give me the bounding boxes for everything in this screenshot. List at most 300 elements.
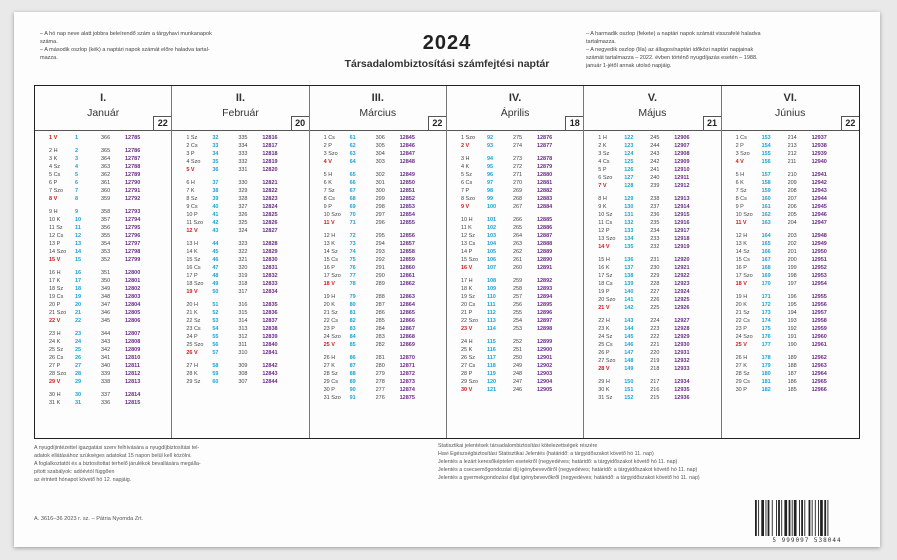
day-number-backward: 345 [101,318,111,324]
day-number-forward: 79 [349,294,356,300]
day-number-backward: 275 [512,135,523,141]
day-label: 31 Szo [323,395,341,401]
day-number-forward: 23 [75,331,82,337]
day-number-forward: 98 [486,188,494,194]
day-label: 11 Cs [598,220,613,226]
day-label: 3 K [49,156,58,162]
footer-right [438,442,858,482]
cumulative-day-number: 12793 [125,209,141,215]
day-row [447,134,583,142]
day-label: 2 K [598,143,607,149]
day-number-backward: 187 [787,371,797,377]
month-header [722,86,859,131]
cumulative-day-number: 12875 [399,395,415,401]
day-label: 12 Sz [460,233,476,239]
day-number-forward: 20 [75,302,82,308]
day-row [35,187,171,195]
day-number-backward: 218 [650,366,660,372]
day-label: 6 K [323,180,332,186]
day-number-forward: 64 [349,159,356,165]
cumulative-day-number: 12964 [811,371,827,377]
barcode-bar [824,500,826,536]
day-label: 23 Cs [186,326,201,332]
cumulative-day-number: 12822 [262,188,278,194]
barcode-bar [812,500,813,536]
cumulative-day-number: 12789 [125,172,141,178]
cumulative-day-number: 12917 [674,228,690,234]
cumulative-day-number: 12960 [811,334,827,340]
day-number-backward: 271 [512,172,523,178]
day-number-backward: 290 [375,273,385,279]
cumulative-day-number: 12863 [399,294,415,300]
day-row [722,134,859,142]
notes-right [586,30,866,70]
month-column [584,86,721,438]
day-label: 27 K [735,363,747,369]
day-label: 25 V [323,342,335,348]
cumulative-day-number: 12812 [125,371,141,377]
day-label: 27 P [49,363,61,369]
day-row [584,203,720,211]
day-row [447,378,583,386]
day-number-backward: 320 [238,265,248,271]
cumulative-day-number: 12898 [536,326,553,332]
day-row [584,304,720,312]
day-label: 12 V [186,228,198,234]
day-number-backward: 360 [101,188,111,194]
day-row [584,272,720,280]
day-number-forward: 47 [212,265,219,271]
cumulative-day-number: 12860 [399,265,415,271]
cumulative-day-number: 12861 [399,273,415,279]
day-row [35,216,171,224]
day-number-forward: 144 [624,326,634,332]
note-line: számát tartalmazza – 2022. évben történő nyugdíjazás esetén – 1988. [586,55,758,61]
day-label: 10 K [49,217,61,223]
day-label: 13 K [735,241,747,247]
day-number-backward: 324 [238,228,248,234]
day-label: 5 H [323,172,333,178]
day-label: 8 V [49,196,58,202]
day-number-backward: 269 [512,188,523,194]
day-label: 28 Sz [323,371,338,377]
day-row [447,224,583,232]
cumulative-day-number: 12902 [536,363,553,369]
day-number-backward: 256 [512,302,523,308]
day-number-forward: 48 [212,273,219,279]
day-row [35,195,171,203]
day-number-forward: 3 [75,156,79,162]
day-label: 30 K [598,387,610,393]
day-number-backward: 344 [101,331,111,337]
day-label: 18 V [735,281,747,287]
day-label: 25 V [735,342,747,348]
day-row [584,325,720,333]
barcode-digits: 5 999097 538044 [772,537,842,544]
day-label: 8 Cs [323,196,335,202]
day-number-forward: 88 [349,371,356,377]
day-label: 1 Szo [460,135,476,141]
day-number-backward: 296 [375,220,385,226]
day-label: 17 H [460,278,473,284]
day-label: 21 K [186,310,198,316]
day-number-backward: 192 [787,326,797,332]
day-row [310,309,446,317]
cumulative-day-number: 12827 [262,228,278,234]
day-label: 13 K [323,241,335,247]
day-label: 27 H [186,363,198,369]
day-row [722,264,859,272]
day-number-forward: 102 [486,225,497,231]
day-number-backward: 255 [512,310,523,316]
cumulative-day-number: 12866 [399,318,415,324]
day-row [35,301,171,309]
day-label: 8 Cs [735,196,747,202]
day-number-backward: 334 [238,143,248,149]
day-row [35,293,171,301]
cumulative-day-number: 12843 [262,371,278,377]
day-label: 3 Sz [598,151,610,157]
day-number-backward: 207 [787,196,797,202]
day-number-forward: 7 [75,188,79,194]
day-row [722,150,859,158]
day-row [584,333,720,341]
cumulative-day-number: 12930 [674,342,690,348]
cumulative-day-number: 12807 [125,331,141,337]
day-number-backward: 292 [375,257,385,263]
cumulative-day-number: 12824 [262,204,278,210]
cumulative-day-number: 12859 [399,257,415,263]
day-number-forward: 182 [761,387,771,393]
cumulative-day-number: 12802 [125,286,141,292]
note-line: – A negyedik oszlop (lila) az állagos/naptári időközi naptári napjainak [586,47,754,53]
cumulative-day-number: 12957 [811,310,827,316]
day-row [172,227,308,235]
day-row [584,174,720,182]
day-number-backward: 201 [787,249,797,255]
cumulative-day-number: 12936 [674,395,690,401]
cumulative-day-number: 12914 [674,204,690,210]
footer-line: Jelentés a lezárt keresőképtelen esetekről (negyedéves; határidő: a tárgyidőszakot követő hó 11. nap) [438,459,678,465]
cumulative-day-number: 12901 [536,355,553,361]
day-number-backward: 232 [650,244,660,250]
cumulative-day-number: 12946 [811,212,827,218]
day-number-backward: 226 [650,297,660,303]
day-row [722,179,859,187]
cumulative-day-number: 12958 [811,318,827,324]
day-row [584,134,720,142]
day-number-backward: 219 [650,358,660,364]
day-row [35,248,171,256]
month-column [172,86,309,438]
day-number-forward: 147 [624,350,634,356]
month-column [722,86,859,438]
cumulative-day-number: 12904 [536,379,553,385]
cumulative-day-number: 12825 [262,212,278,218]
day-label: 6 H [186,180,195,186]
footer-line: Statisztikai jelentések társadalombiztosítási kötelezettségek részére [438,443,598,449]
day-number-backward: 327 [238,204,248,210]
cumulative-day-number: 12865 [399,310,415,316]
day-label: 17 P [186,273,198,279]
day-number-forward: 65 [349,172,356,178]
day-number-backward: 251 [512,347,523,353]
day-row [172,349,308,357]
day-row [722,309,859,317]
day-number-backward: 223 [650,326,660,332]
day-number-forward: 169 [761,273,771,279]
day-number-forward: 17 [75,278,82,284]
barcode [753,500,861,536]
day-row [172,150,308,158]
day-row [447,256,583,264]
cumulative-day-number: 12873 [399,379,415,385]
day-row [447,354,583,362]
month-roman: II. [235,92,246,104]
day-row [35,134,171,142]
day-row [310,232,446,240]
day-label: 19 Sz [460,294,476,300]
day-number-backward: 278 [375,379,385,385]
day-number-backward: 235 [650,220,660,226]
day-label: 27 Szo [598,358,616,364]
day-row [172,280,308,288]
day-number-backward: 350 [101,278,111,284]
day-number-backward: 317 [238,289,248,295]
day-number-backward: 276 [375,395,385,401]
cumulative-day-number: 12869 [399,342,415,348]
day-label: 18 V [323,281,335,287]
day-number-backward: 351 [101,270,111,276]
day-number-forward: 138 [624,273,634,279]
day-label: 4 K [460,164,470,170]
day-number-forward: 110 [486,294,496,300]
day-row [35,317,171,325]
day-number-backward: 337 [101,392,111,398]
day-label: 18 Cs [598,281,613,287]
day-number-forward: 94 [486,156,494,162]
day-label: 15 Szo [460,257,479,263]
day-number-forward: 111 [486,302,496,308]
day-label: 27 Cs [460,363,476,369]
footer-line: adatok ellátásához szükséges adatokat 15 napon belül kell közölni. [34,453,192,459]
cumulative-day-number: 12796 [125,233,141,239]
day-label: 20 P [49,302,61,308]
cumulative-day-number: 12886 [536,225,553,231]
day-label: 24 H [460,339,473,345]
day-number-forward: 69 [349,204,356,210]
cumulative-day-number: 12821 [262,180,278,186]
day-number-backward: 328 [238,196,248,202]
cumulative-day-number: 12887 [536,233,553,239]
day-number-backward: 233 [650,236,660,242]
cumulative-day-number: 12848 [399,159,415,165]
day-number-forward: 125 [624,159,634,165]
day-number-forward: 49 [212,281,219,287]
day-label: 19 P [598,289,610,295]
day-number-forward: 9 [75,209,79,215]
month-header [35,86,171,131]
cumulative-day-number: 12849 [399,172,415,178]
day-label: 26 V [186,350,198,356]
cumulative-day-number: 12834 [262,289,278,295]
day-label: 19 Cs [49,294,64,300]
day-row [722,333,859,341]
day-number-backward: 331 [238,167,248,173]
day-row [447,362,583,370]
day-row [584,227,720,235]
day-label: 2 P [735,143,744,149]
day-row [35,179,171,187]
day-label: 7 K [186,188,195,194]
day-number-backward: 189 [787,355,797,361]
day-number-forward: 10 [75,217,82,223]
cumulative-day-number: 12939 [811,151,827,157]
day-number-forward: 162 [761,212,771,218]
day-number-forward: 119 [486,371,496,377]
day-number-backward: 234 [650,228,660,234]
day-row [310,301,446,309]
cumulative-day-number: 12907 [674,143,690,149]
cumulative-day-number: 12912 [674,183,690,189]
cumulative-day-number: 12839 [262,334,278,340]
cumulative-day-number: 12924 [674,289,690,295]
day-number-backward: 212 [787,151,797,157]
cumulative-day-number: 12826 [262,220,278,226]
day-row [447,325,583,333]
cumulative-day-number: 12906 [674,135,690,141]
day-label: 28 P [460,371,473,377]
day-label: 24 Szo [735,334,753,340]
cumulative-day-number: 12942 [811,180,827,186]
cumulative-day-number: 12844 [262,379,278,385]
cumulative-day-number: 12858 [399,249,415,255]
cumulative-day-number: 12932 [674,358,690,364]
day-number-forward: 101 [486,217,497,223]
day-number-backward: 302 [375,172,385,178]
day-number-forward: 117 [486,355,496,361]
day-row [172,325,308,333]
day-row [35,269,171,277]
day-number-forward: 86 [349,355,356,361]
cumulative-day-number: 12883 [536,196,553,202]
day-row [584,264,720,272]
day-number-backward: 277 [375,387,385,393]
day-number-forward: 29 [75,379,82,385]
day-number-forward: 77 [349,273,356,279]
day-label: 4 V [323,159,332,165]
day-label: 24 K [49,339,61,345]
workdays-count: 20 [291,116,309,130]
day-row [310,354,446,362]
cumulative-day-number: 12833 [262,281,278,287]
day-row [172,317,308,325]
day-number-backward: 200 [787,257,797,263]
day-row [584,341,720,349]
day-label: 7 Szo [49,188,64,194]
day-row [722,280,859,288]
day-label: 11 Szo [186,220,204,226]
day-label: 16 P [735,265,747,271]
footer-line: az érintett hónapot követő hó 12. napjáig. [34,477,132,483]
footer-line: A nyugdíjintézettel igazgatási szerv felhívására a nyugdíjbiztosítási tel- [34,445,200,451]
day-row [172,219,308,227]
cumulative-day-number: 12921 [674,265,690,271]
barcode-bar [768,500,770,536]
day-row [447,163,583,171]
day-label: 16 P [323,265,335,271]
cumulative-day-number: 12857 [399,241,415,247]
day-number-backward: 298 [375,204,385,210]
day-number-forward: 61 [349,135,356,141]
barcode-bar [794,500,797,536]
day-label: 2 H [49,148,58,154]
cumulative-day-number: 12870 [399,355,415,361]
months-grid [34,85,860,439]
day-row [310,317,446,325]
day-row [584,182,720,190]
day-row [35,391,171,399]
day-label: 6 K [735,180,744,186]
day-number-backward: 310 [238,350,248,356]
day-row [310,187,446,195]
cumulative-day-number: 12788 [125,164,141,170]
cumulative-day-number: 12953 [811,273,827,279]
day-number-backward: 339 [101,371,111,377]
day-label: 25 Cs [598,342,613,348]
day-number-forward: 33 [212,143,219,149]
day-row [584,166,720,174]
day-row [172,142,308,150]
day-row [584,256,720,264]
day-number-backward: 231 [650,257,660,263]
cumulative-day-number: 12797 [125,241,141,247]
day-number-forward: 106 [486,257,497,263]
day-number-forward: 180 [761,371,771,377]
day-number-backward: 263 [512,241,523,247]
day-label: 21 Szo [49,310,67,316]
day-label: 7 Sz [735,188,747,194]
day-number-backward: 273 [512,156,523,162]
day-number-backward: 264 [512,233,523,239]
day-label: 3 Szo [735,151,750,157]
cumulative-day-number: 12871 [399,363,415,369]
cumulative-day-number: 12940 [811,159,827,165]
day-row [310,179,446,187]
day-number-backward: 221 [650,342,660,348]
cumulative-day-number: 12854 [399,212,415,218]
day-number-forward: 78 [349,281,356,287]
day-number-backward: 363 [101,164,111,170]
day-label: 26 H [735,355,748,361]
day-number-forward: 55 [212,334,219,340]
day-row [310,378,446,386]
day-row [35,330,171,338]
day-number-backward: 199 [787,265,797,271]
day-row [310,211,446,219]
day-number-backward: 364 [101,156,111,162]
month-header [172,86,308,131]
day-number-backward: 252 [512,339,523,345]
cumulative-day-number: 12966 [811,387,827,393]
day-number-backward: 284 [375,326,385,332]
day-label: 1 Cs [323,135,335,141]
day-label: 4 Sz [49,164,61,170]
day-row [584,211,720,219]
day-number-forward: 140 [624,289,634,295]
day-label: 1 Cs [735,135,747,141]
day-number-forward: 34 [212,151,219,157]
